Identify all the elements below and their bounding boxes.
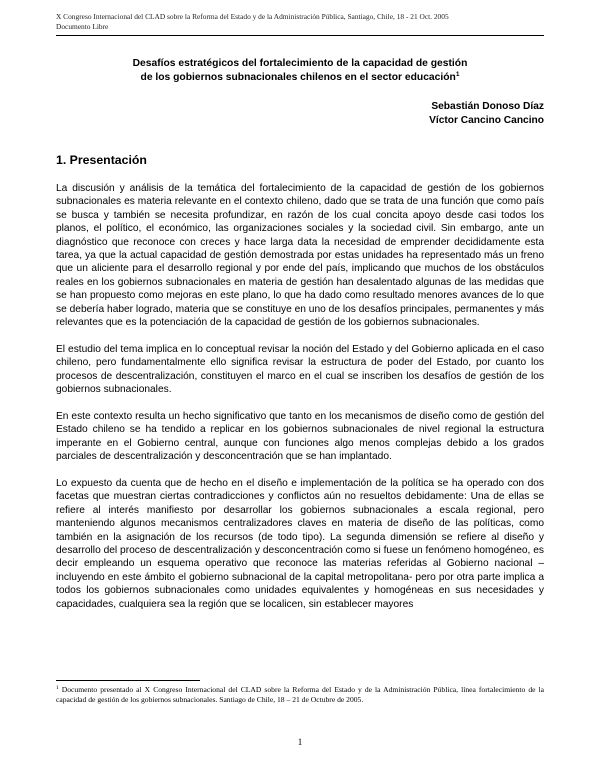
body-paragraph: Lo expuesto da cuenta que de hecho en el diseño e implementación de la política se ha operado con dos facetas que muestran ciertas contradicciones y conflictos aún no resueltos debidamente: Una de ellas se refiere al interés manifiesto por desarrollar los gobiernos subnacionales a escala regional, pero manteniendo algunos mecanismos centralizadores claves en materia de diseño de las políticas, como también en la asignación de los recursos (de todo tipo). La segunda dimensión se refiere al diseño y desarrollo del proceso de descentralización y desconcentración como si fuese un fenómeno homogéneo, es decir empleando un esquema operativo que reconoce las materias referidas al Gobierno nacional –incluyendo en este ámbito el gobierno subnacional de la capital metropolitana- pero por otra parte implica a todos los gobiernos subnacionales como unidades equivalentes y homogéneas en sus necesidades y capacidades, cualquiera sea la región que se localicen, sin establecer mayores xyxy=(56,477,544,610)
header-conference-line: X Congreso Internacional del CLAD sobre la Reforma del Estado y de la Administración Pública, Santiago, Chile, 18 - 21 Oct. 2005 xyxy=(56,12,449,21)
footnote xyxy=(56,685,544,706)
section-body xyxy=(56,182,544,611)
document-title xyxy=(56,57,544,85)
title-line-2 xyxy=(56,71,544,85)
footnote-text: Documento presentado al X Congreso Internacional del CLAD sobre la Reforma del Estado y de la Administración Pública, línea fortalecimiento de la capacidad de gestión de los gobiernos subnacionales. Santiago de Chile, 18 – 21 de Octubre de 2005. xyxy=(56,685,544,705)
footnote-mark: 1 xyxy=(56,685,59,691)
author-name: Víctor Cancino Cancino xyxy=(429,115,544,126)
authors xyxy=(300,100,544,128)
title-line-2-text: de los gobiernos subnacionales chilenos en el sector educación xyxy=(140,72,456,83)
body-paragraph: La discusión y análisis de la temática del fortalecimiento de la capacidad de gestión de los gobiernos subnacionales es materia relevante en el contexto chileno, dado que se trata de una función que como país se busca y también se necesita profundizar, en razón de los cual concita apoyo desde casi todos los planos, el político, el económico, las organizaciones sociales y la sociedad civil. Sin embargo, ante un diagnóstico que reconoce con creces y hace larga data la necesidad de emprender decididamente esta tarea, ya que la actual capacidad de gestión demostrada por estas unidades ha representado más un freno que un aliciente para el desarrollo regional y por ende del país, implicando que muchos de los obstáculos reales en los gobiernos subnacionales en materia de gestión han desalentado algunas de las medidas que se han propuesto como mejoras en este plano, lo que ha dado como resultado menores avances de lo que se debería haber logrado, materia que se constituye en uno de los desafíos principales, permanentes y más relevantes que es la potenciación de la capacidad de gestión de los gobiernos subnacionales. xyxy=(56,183,544,329)
header-divider xyxy=(56,35,544,36)
title-footnote-mark: 1 xyxy=(455,71,460,78)
running-header xyxy=(56,12,544,31)
footnote-divider xyxy=(56,680,200,681)
body-paragraph: En este contexto resulta un hecho significativo que tanto en los mecanismos de diseño como de gestión del Estado chileno se ha tendido a replicar en los gobiernos subnacionales de nivel regional la estructura imperante en el Gobierno central, aunque con funciones algo menos complejas debido a los grados parciales de descentralización y desconcentración que se han implantado. xyxy=(56,410,544,463)
body-paragraph: El estudio del tema implica en lo conceptual revisar la noción del Estado y del Gobierno aplicada en el caso chileno, pero fundamentalmente ello significa revisar la estructura de poder del Estado, por cuanto los procesos de descentralización, constituyen el marco en el cual se inscriben los desafíos de gestión de los gobiernos subnacionales. xyxy=(56,343,544,396)
page-number: 1 xyxy=(297,737,303,747)
section-heading: 1. Presentación xyxy=(56,153,147,167)
author-name: Sebastián Donoso Díaz xyxy=(431,101,544,112)
title-line-1: Desafíos estratégicos del fortalecimiento de la capacidad de gestión xyxy=(132,58,468,69)
header-document-type: Documento Libre xyxy=(56,21,109,31)
